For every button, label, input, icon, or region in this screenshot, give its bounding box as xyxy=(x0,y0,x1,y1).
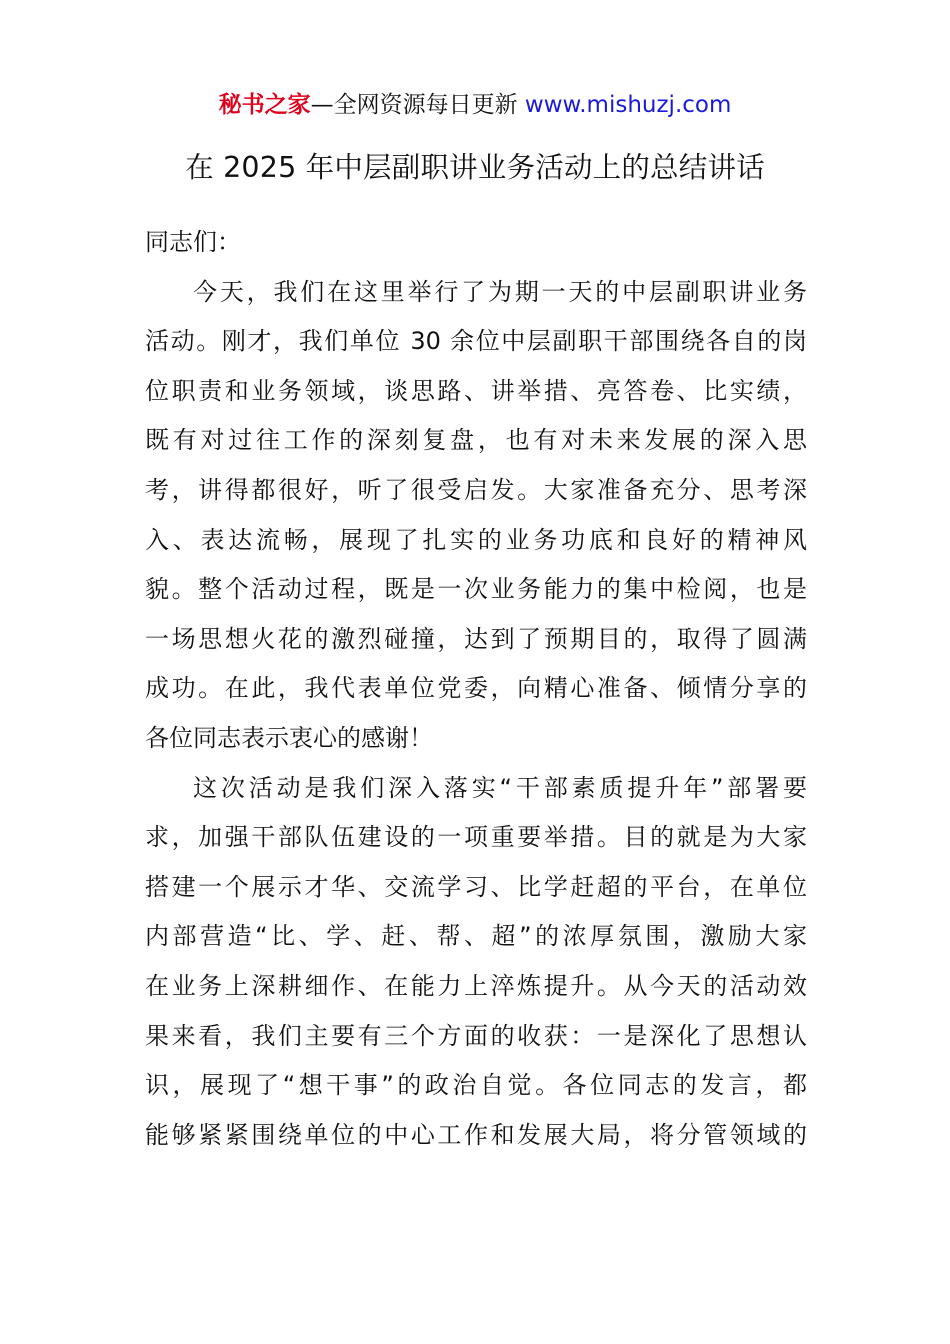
site-brand: 秘书之家 xyxy=(218,92,311,118)
paragraph-line: 活动。刚才，我们单位 30 余位中层副职干部围绕各自的岗 xyxy=(145,327,807,356)
site-url-link[interactable]: www.mishuzj.com xyxy=(524,92,732,118)
paragraph-line: 能够紧紧围绕单位的中心工作和发展大局，将分管领域的 xyxy=(145,1120,807,1149)
document-body xyxy=(145,218,807,1160)
paragraph-2 xyxy=(145,764,807,1161)
paragraph-line: 貌。整个活动过程，既是一次业务能力的集中检阅，也是 xyxy=(145,575,807,604)
paragraph-1 xyxy=(145,268,807,764)
paragraph-line: 各位同志表示衷心的感谢！ xyxy=(145,723,433,752)
paragraph-line: 这次活动是我们深入落实“干部素质提升年”部署要 xyxy=(193,773,807,802)
salutation: 同志们： xyxy=(145,228,241,256)
paragraph-line: 既有对过往工作的深刻复盘，也有对未来发展的深入思 xyxy=(145,426,807,455)
paragraph-line: 内部营造“比、学、赶、帮、超”的浓厚氛围，激励大家 xyxy=(145,922,807,951)
paragraph-line: 成功。在此，我代表单位党委，向精心准备、倾情分享的 xyxy=(145,674,807,703)
paragraph-line: 在业务上深耕细作、在能力上淬炼提升。从今天的活动效 xyxy=(145,971,807,1000)
site-header xyxy=(0,88,950,122)
site-tagline: —全网资源每日更新 xyxy=(310,92,525,118)
paragraph-line: 识，展现了“想干事”的政治自觉。各位同志的发言，都 xyxy=(145,1071,807,1100)
paragraph-line: 考，讲得都很好，听了很受启发。大家准备充分、思考深 xyxy=(145,475,807,504)
paragraph-line: 入、表达流畅，展现了扎实的业务功底和良好的精神风 xyxy=(145,525,807,554)
paragraph-line: 位职责和业务领域，谈思路、讲举措、亮答卷、比实绩， xyxy=(145,376,807,405)
document-title: 在 2025 年中层副职讲业务活动上的总结讲话 xyxy=(185,151,765,184)
paragraph-line: 求，加强干部队伍建设的一项重要举措。目的就是为大家 xyxy=(145,823,807,852)
paragraph-line: 果来看，我们主要有三个方面的收获：一是深化了思想认 xyxy=(145,1021,807,1050)
paragraph-line: 搭建一个展示才华、交流学习、比学赶超的平台，在单位 xyxy=(145,872,807,901)
paragraph-line: 今天，我们在这里举行了为期一天的中层副职讲业务 xyxy=(193,277,807,306)
paragraph-line: 一场思想火花的激烈碰撞，达到了预期目的，取得了圆满 xyxy=(145,624,807,653)
